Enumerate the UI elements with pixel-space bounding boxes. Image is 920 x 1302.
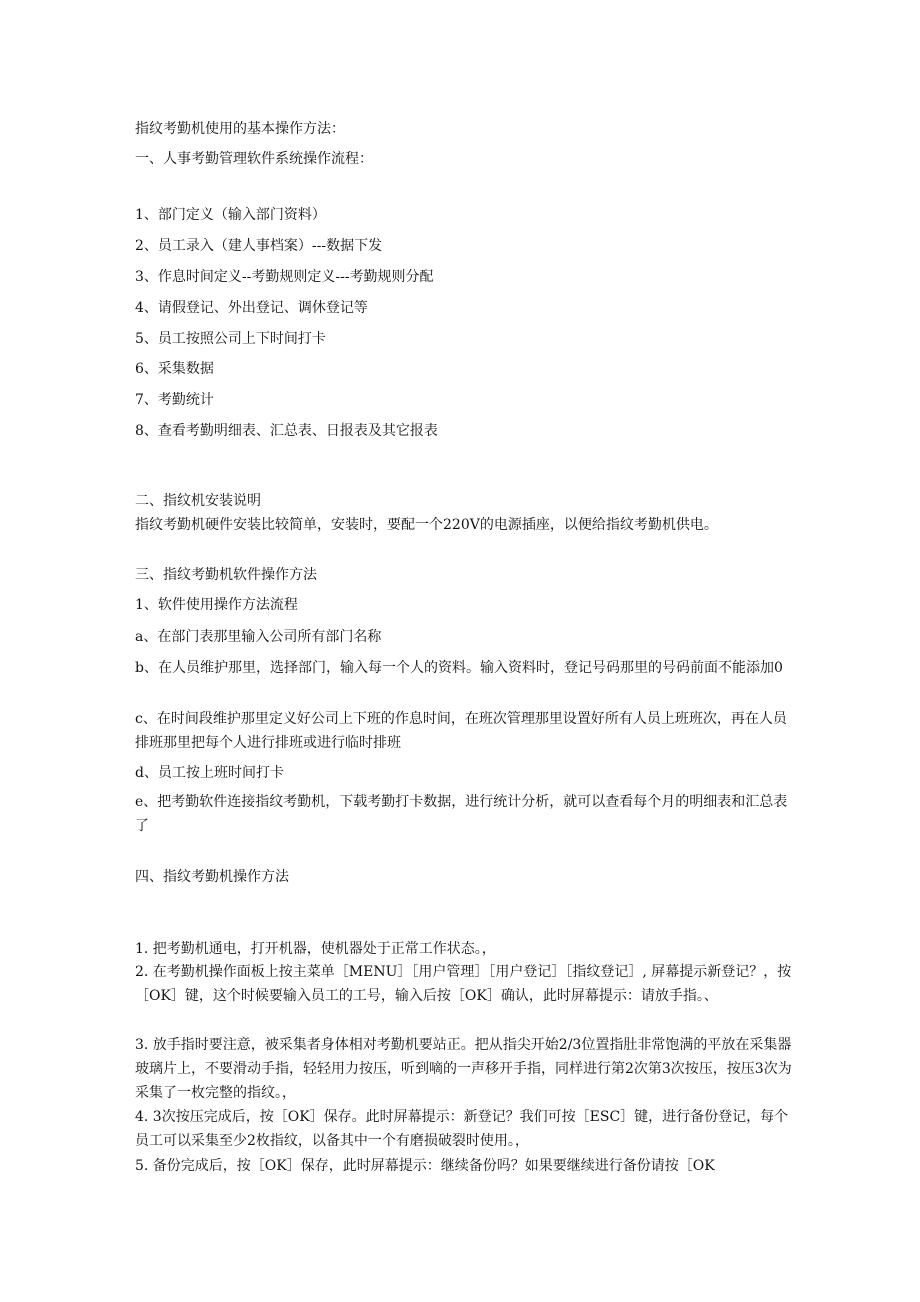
- machine-step-4: 4. 3次按压完成后，按［OK］保存。此时屏幕提示：新登记？我们可按［ESC］键，进行备份登记，每个员工可以采集至少2枚指纹，以备其中一个有磨损破裂时使用。，: [135, 1109, 789, 1149]
- machine-step-5: 5. 备份完成后，按［OK］保存，此时屏幕提示：继续备份吗？如果要继续进行备份请按［OK: [135, 1158, 715, 1174]
- flow-step-2: 2、员工录入（建人事档案）---数据下发: [135, 238, 383, 254]
- machine-step-2: 2. 在考勤机操作面板上按主菜单［MENU］［用户管理］［用户登记］［指纹登记］, 屏幕提示新登记？，按［OK］键，这个时候要输入员工的工号，输入后按［OK］确认，此时屏幕提示：请放手指。、: [135, 964, 792, 1004]
- flow-step-6: 6、采集数据: [135, 361, 214, 377]
- machine-step-1: 1. 把考勤机通电，打开机器，使机器处于正常工作状态。，: [135, 941, 496, 957]
- section-1-heading: 一、人事考勤管理软件系统操作流程：: [135, 151, 373, 167]
- flow-step-4: 4、请假登记、外出登记、调休登记等: [135, 300, 368, 316]
- section-3-subheading: 1、软件使用操作方法流程: [135, 597, 298, 613]
- section-2-text: 指纹考勤机硬件安装比较简单，安装时，要配一个220V的电源插座，以便给指纹考勤机供电。: [135, 517, 718, 533]
- software-step-d: d、员工按上班时间打卡: [135, 765, 284, 781]
- flow-step-3: 3、作息时间定义--考勤规则定义---考勤规则分配: [135, 269, 434, 285]
- section-3-heading: 三、指纹考勤机软件操作方法: [135, 567, 317, 583]
- flow-step-1: 1、部门定义（输入部门资料）: [135, 207, 326, 223]
- software-step-c: c、在时间段维护那里定义好公司上下班的作息时间，在班次管理那里设置好所有人员上班班次，再在人员排班那里把每个人进行排班或进行临时排班: [135, 711, 787, 751]
- doc-title: 指纹考勤机使用的基本操作方法：: [135, 121, 345, 137]
- software-step-e: e、把考勤软件连接指纹考勤机，下载考勤打卡数据，进行统计分析，就可以查看每个月的明细表和汇总表了: [135, 794, 788, 834]
- flow-step-7: 7、考勤统计: [135, 392, 214, 408]
- machine-step-3: 3. 放手指时要注意，被采集者身体相对考勤机要站正。把从指尖开始2/3位置指肚非常饱满的平放在采集器玻璃片上，不要滑动手指，轻轻用力按压，听到嘀的一声移开手指，同样进行第2次第3次按压，按压3次为采集了一枚完整的指纹。，: [135, 1037, 792, 1101]
- flow-step-8: 8、查看考勤明细表、汇总表、日报表及其它报表: [135, 423, 438, 439]
- software-step-b: b、在人员维护那里，选择部门，输入每一个人的资料。输入资料时，登记号码那里的号码前面不能添加0: [135, 660, 783, 676]
- section-4-heading: 四、指纹考勤机操作方法: [135, 869, 289, 885]
- section-2-heading: 二、指纹机安装说明: [135, 493, 261, 509]
- software-step-a: a、在部门表那里输入公司所有部门名称: [135, 629, 382, 645]
- flow-step-5: 5、员工按照公司上下时间打卡: [135, 331, 326, 347]
